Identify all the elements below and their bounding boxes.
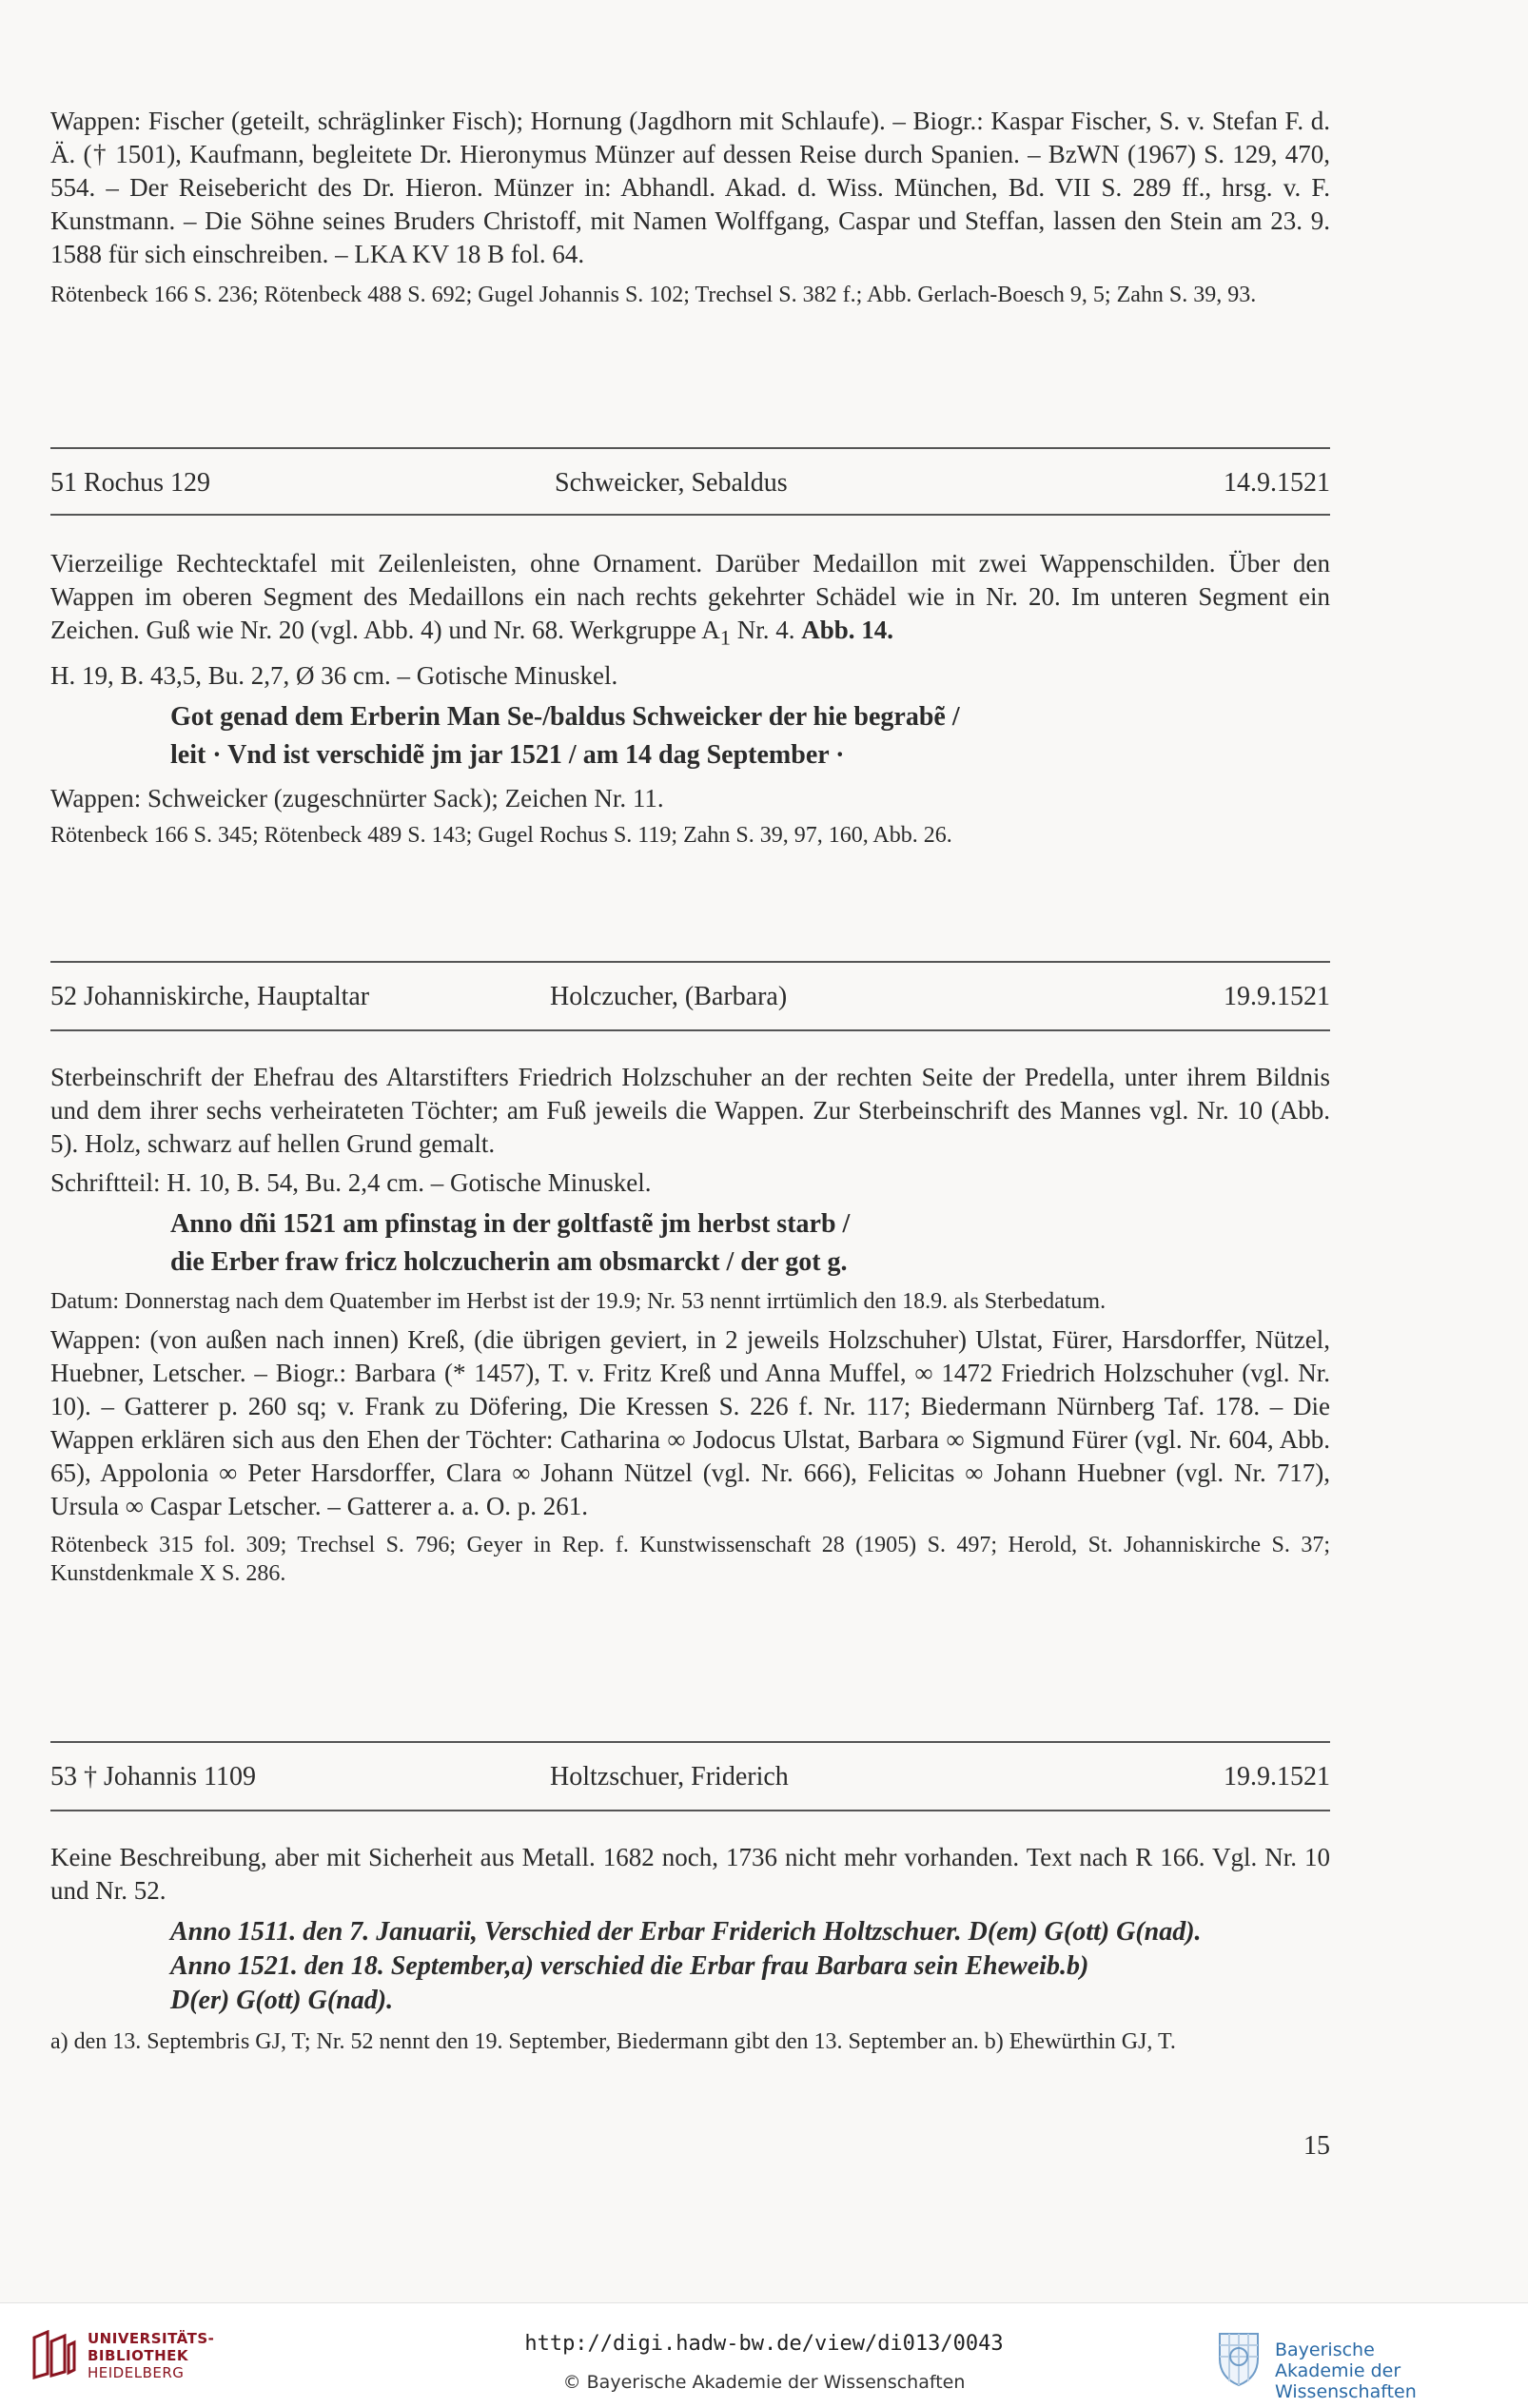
entry-51-body	[50, 547, 1330, 850]
library-name-line-3: HEIDELBERG	[88, 2364, 185, 2381]
entry-52-datum: Datum: Donnerstag nach dem Quatember im Herbst ist der 19.9; Nr. 53 nennt irrtümlich den 18.9. als Sterbedatum.	[50, 1289, 1107, 1314]
entry-51-header	[50, 466, 1330, 500]
intro-section	[50, 105, 1330, 309]
entry-51-subscript: 1	[719, 625, 731, 650]
intro-paragraph: Wappen: Fischer (geteilt, schräglinker Fisch); Hornung (Jagdhorn mit Schlaufe). – Biogr.: Kaspar Fischer, S. v. Stefan F. d. Ä. († 1501), Kaufmann, begleitete Dr. Hieronymus Münzer auf dessen Reise durch Spanien. – BzWN (1967) S. 129, 470, 554. – Der Reisebericht des Dr. Hieron. Münzer in: Abhandl. Akad. d. Wiss. München, Bd. VII S. 289 ff., hrsg. v. F. Kunstmann. – Die Söhne seines Bruders Christoff, mit Namen Wolffgang, Caspar und Steffan, lassen den Stein am 23. 9. 1588 für sich einschreiben. – LKA KV 18 B fol. 64.	[50, 107, 1330, 268]
footer-bar	[0, 2302, 1528, 2408]
entry-52-number: 52 Johanniskirche, Hauptaltar	[50, 982, 370, 1011]
entry-52-date: 19.9.1521	[1224, 982, 1330, 1011]
academy-name-line-2: Akademie der Wissenschaften	[1275, 2360, 1417, 2402]
entry-53-name: Holtzschuer, Friderich	[550, 1762, 789, 1791]
entry-51-measures: H. 19, B. 43,5, Bu. 2,7, Ø 36 cm. – Gotische Minuskel.	[50, 661, 618, 691]
entry-51-inscription-line-2: leit · Vnd ist verschidẽ jm jar 1521 / am 14 dag September ·	[170, 740, 845, 771]
entry-52-body	[50, 1061, 1330, 1588]
permalink-url[interactable]: http://digi.hadw-bw.de/view/di013/0043	[524, 2332, 1004, 2356]
library-name-line-2: BIBLIOTHEK	[88, 2347, 188, 2364]
entry-51-top-rule	[50, 447, 1330, 449]
entry-51-inscription-line-1: Got genad dem Erberin Man Se-/baldus Schweicker der hie begrabẽ /	[170, 702, 960, 733]
academy-name-line-1: Bayerische	[1275, 2339, 1375, 2360]
entry-52-bottom-rule	[50, 1029, 1330, 1031]
entry-53-header	[50, 1760, 1330, 1794]
entry-52-header	[50, 980, 1330, 1014]
entry-51-figure-ref: Abb. 14.	[801, 616, 893, 644]
entry-51-description	[50, 547, 1330, 654]
entry-53-description: Keine Beschreibung, aber mit Sicherheit aus Metall. 1682 noch, 1736 nicht mehr vorhanden. Text nach R 166. Vgl. Nr. 10 und Nr. 52.	[50, 1843, 1330, 1905]
academy-name	[1275, 2339, 1528, 2402]
page-number: 15	[1303, 2131, 1330, 2161]
copyright-notice: © Bayerische Akademie der Wissenschaften	[562, 2372, 966, 2393]
entry-52-name: Holczucher, (Barbara)	[550, 982, 788, 1011]
entry-51-date: 14.9.1521	[1224, 468, 1330, 498]
library-name-line-1: UNIVERSITÄTS-	[88, 2330, 215, 2347]
entry-51-description-end: Nr. 4.	[730, 616, 802, 644]
entry-53-bottom-rule	[50, 1810, 1330, 1811]
entry-51-references: Rötenbeck 166 S. 345; Rötenbeck 489 S. 143; Gugel Rochus S. 119; Zahn S. 39, 97, 160, Abb. 26.	[50, 823, 952, 849]
entry-53-inscription-line-1: Anno 1511. den 7. Januarii, Verschied der Erbar Friderich Holtzschuer. D(em) G(ott) G(nad).	[170, 1917, 1202, 1947]
entry-51-arms: Wappen: Schweicker (zugeschnürter Sack); Zeichen Nr. 11.	[50, 784, 664, 813]
academy-crest-icon	[1206, 2324, 1271, 2389]
entry-53-inscription-line-3: D(er) G(ott) G(nad).	[170, 1986, 394, 2015]
entry-53-body	[50, 1841, 1330, 2056]
entry-52-inscription-line-2: die Erber fraw fricz holczucherin am obsmarckt / der got g.	[170, 1247, 848, 1277]
entry-52-inscription-line-1: Anno dñi 1521 am pfinstag in der goltfastẽ jm herbst starb /	[170, 1209, 851, 1239]
entry-53-top-rule	[50, 1741, 1330, 1743]
entry-52-measures: Schriftteil: H. 10, B. 54, Bu. 2,4 cm. – Gotische Minuskel.	[50, 1168, 652, 1197]
entry-53-inscription-line-2: Anno 1521. den 18. September,a) verschied die Erbar frau Barbara sein Eheweib.b)	[170, 1951, 1089, 1981]
entry-53-date: 19.9.1521	[1224, 1762, 1330, 1791]
entry-52-arms: Wappen: (von außen nach innen) Kreß, (die übrigen geviert, in 2 jeweils Holzschuher) Ulstat, Fürer, Harsdorffer, Nützel, Huebner, Letscher. – Biogr.: Barbara (* 1457), T. v. Fritz Kreß und Anna Muffel, ∞ 1472 Friedrich Holzschuher (vgl. Nr. 10). – Gatterer p. 260 sq; v. Frank zu Döfering, Die Kressen S. 226 f. Nr. 117; Biedermann Nürnberg Taf. 178. – Die Wappen erklären sich aus den Ehen der Töchter: Catharina ∞ Jodocus Ulstat, Barbara ∞ Sigmund Fürer (vgl. Nr. 604, Abb. 65), Appolonia ∞ Peter Harsdorffer, Clara ∞ Johann Nützel (vgl. Nr. 666), Felicitas ∞ Johann Huebner (vgl. Nr. 717), Ursula ∞ Caspar Letscher. – Gatterer a. a. O. p. 261.	[50, 1325, 1330, 1520]
entry-52-references: Rötenbeck 315 fol. 309; Trechsel S. 796; Geyer in Rep. f. Kunstwissenschaft 28 (1905) S. 497; Herold, St. Johanniskirche S. 37; Kunstdenkmale X S. 286.	[50, 1533, 1330, 1586]
entry-52-description: Sterbeinschrift der Ehefrau des Altarstifters Friedrich Holzschuher an der rechten Seite der Predella, unter ihrem Bildnis und dem ihrer sechs verheirateten Töchter; am Fuß jeweils die Wappen. Zur Sterbeinschrift des Mannes vgl. Nr. 10 (Abb. 5). Holz, schwarz auf hellen Grund gemalt.	[50, 1063, 1330, 1158]
entry-51-name: Schweicker, Sebaldus	[555, 468, 788, 498]
entry-52-top-rule	[50, 961, 1330, 963]
entry-53-footnote: a) den 13. Septembris GJ, T; Nr. 52 nennt den 19. September, Biedermann gibt den 13. September an. b) Ehewürthin GJ, T.	[50, 2029, 1176, 2054]
entry-53-number: 53 † Johannis 1109	[50, 1762, 256, 1791]
entry-51-bottom-rule	[50, 514, 1330, 516]
entry-51-number: 51 Rochus 129	[50, 468, 210, 498]
intro-references: Rötenbeck 166 S. 236; Rötenbeck 488 S. 692; Gugel Johannis S. 102; Trechsel S. 382 f.; Abb. Gerlach-Boesch 9, 5; Zahn S. 39, 93.	[50, 283, 1257, 307]
entry-51-description-text: Vierzeilige Rechtecktafel mit Zeilenleisten, ohne Ornament. Darüber Medaillon mit zwei Wappenschilden. Über den Wappen im oberen Segment des Medaillons ein nach rechts gekehrter Schädel wie in Nr. 20. Im unteren Segment ein Zeichen. Guß wie Nr. 20 (vgl. Abb. 4) und Nr. 68. Werkgruppe A	[50, 549, 1330, 644]
